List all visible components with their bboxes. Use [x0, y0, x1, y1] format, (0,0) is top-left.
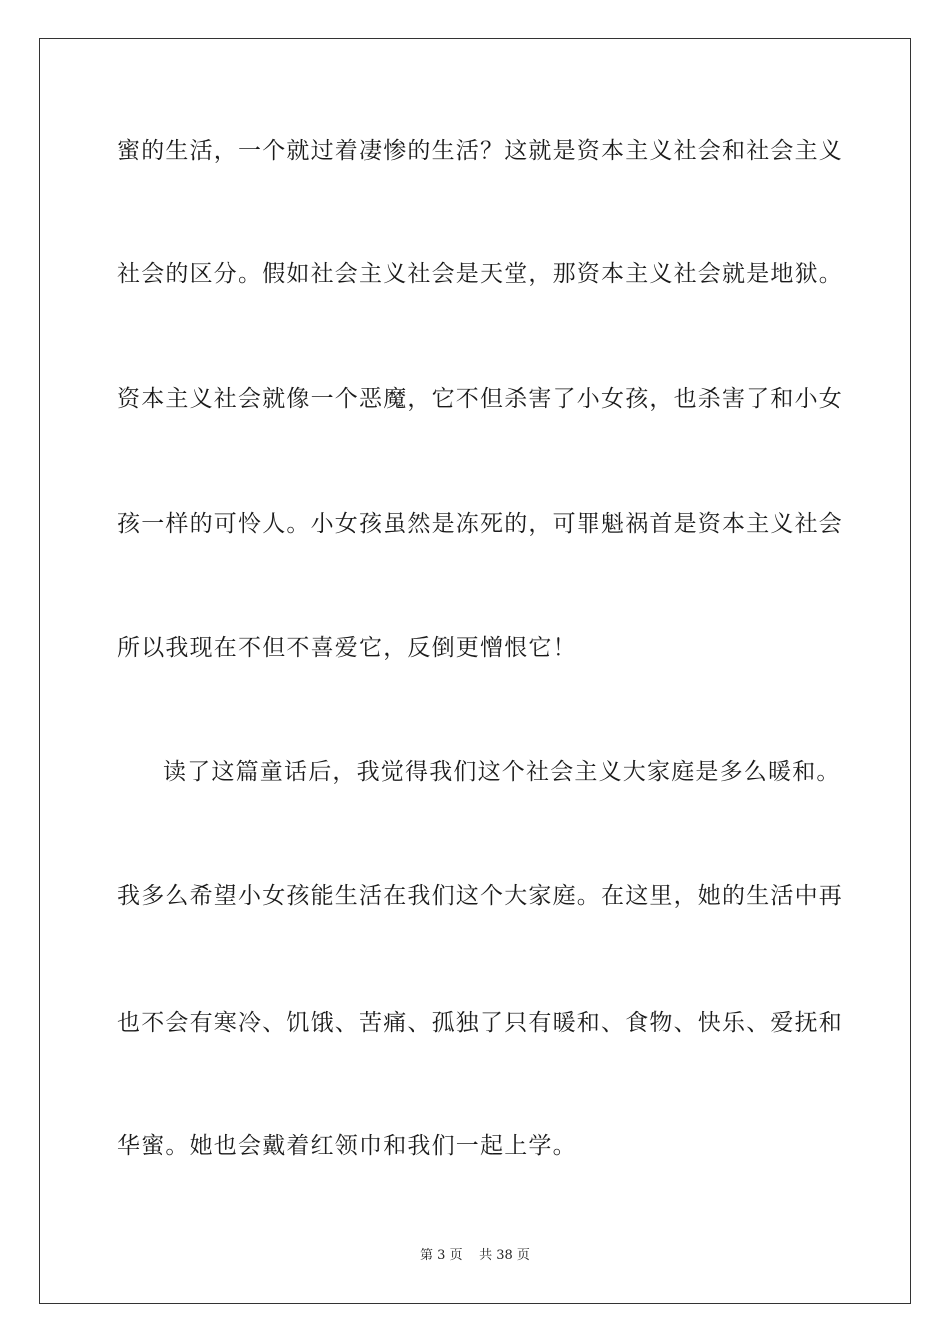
body-line-9: 华蜜。她也会戴着红领巾和我们一起上学。 [117, 1133, 577, 1159]
body-line-1: 蜜的生活，一个就过着凄惨的生活？这就是资本主义社会和社会主义 [117, 138, 843, 164]
body-line-3: 资本主义社会就像一个恶魔，它不但杀害了小女孩，也杀害了和小女 [117, 386, 843, 412]
page-number: 第 3 页 [420, 1248, 463, 1263]
page-total: 共 38 页 [479, 1248, 530, 1263]
body-line-7: 我多么希望小女孩能生活在我们这个大家庭。在这里，她的生活中再 [117, 883, 843, 909]
body-line-6: 读了这篇童话后，我觉得我们这个社会主义大家庭是多么暖和。 [163, 759, 841, 785]
page-footer [0, 1247, 950, 1265]
body-line-2: 社会的区分。假如社会主义社会是天堂，那资本主义社会就是地狱。 [117, 261, 843, 287]
page-border [39, 38, 911, 1304]
body-line-4: 孩一样的可怜人。小女孩虽然是冻死的，可罪魁祸首是资本主义社会 [117, 511, 843, 537]
body-line-5: 所以我现在不但不喜爱它，反倒更憎恨它！ [117, 635, 577, 661]
body-line-8: 也不会有寒冷、饥饿、苦痛、孤独了只有暖和、食物、快乐、爱抚和 [117, 1010, 843, 1036]
